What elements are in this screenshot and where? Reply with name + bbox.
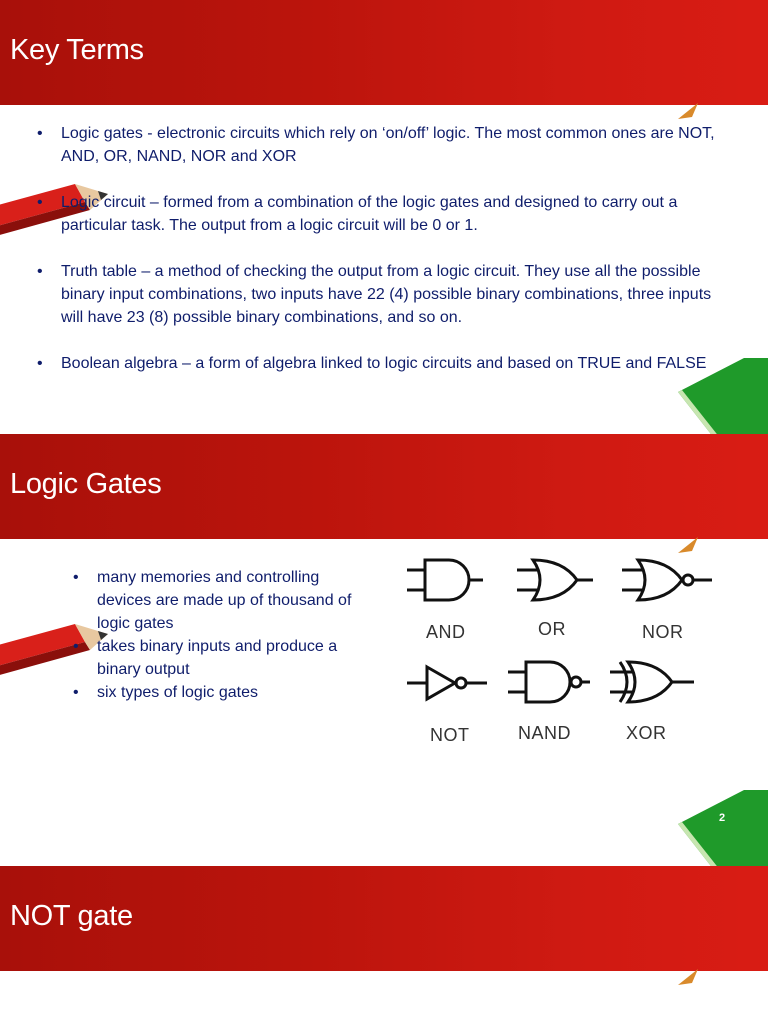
list-item: • Boolean algebra – a form of algebra linked to logic circuits and based on TRUE and FALSE: [37, 352, 737, 375]
title-banner: [0, 866, 768, 971]
list-item: • Logic circuit – formed from a combination of the logic gates and designed to carry out a particular task. The output from a logic circuit will be 0 or 1.: [37, 191, 737, 237]
logic-gates-list: [73, 566, 363, 704]
gate-label: OR: [538, 619, 566, 639]
list-item: • takes binary inputs and produce a binary output: [73, 635, 363, 681]
nor-gate-icon: [620, 558, 716, 602]
title-banner: [0, 0, 768, 105]
xor-gate-icon: [608, 660, 696, 704]
key-terms-list: [37, 122, 737, 398]
slide-key-terms: [0, 0, 768, 434]
gate-label: NOR: [642, 622, 684, 642]
list-item: • Truth table – a method of checking the output from a logic circuit. They use all the possible binary input combinations, two inputs have 22 (4) possible binary combinations, three inputs will have 23 (8) possible binary combinations, and so on.: [37, 260, 737, 329]
list-item: • many memories and controlling devices are made up of thousand of logic gates: [73, 566, 363, 635]
page-number: 2: [719, 812, 726, 824]
gate-label: NAND: [518, 723, 572, 743]
pencil-tip-icon: [678, 103, 698, 119]
gate-label: NOT: [430, 725, 470, 745]
gate-label: AND: [426, 622, 466, 642]
list-item: • Logic gates - electronic circuits which rely on ‘on/off’ logic. The most common ones are NOT, AND, OR, NAND, NOR and XOR: [37, 122, 737, 168]
slide-title: NOT gate: [10, 900, 133, 932]
gate-label: XOR: [626, 723, 667, 743]
slide-title: Logic Gates: [10, 468, 162, 500]
not-gate-icon: [405, 663, 489, 703]
slide-not-gate: [0, 866, 768, 1024]
slide-logic-gates: [0, 434, 768, 866]
pencil-tip-icon: [678, 969, 698, 985]
title-banner: [0, 434, 768, 539]
pencil-tip-icon: [678, 537, 698, 553]
nand-gate-icon: [506, 660, 590, 704]
green-tag-icon: [678, 358, 768, 434]
or-gate-icon: [515, 558, 595, 602]
and-gate-icon: [405, 558, 485, 602]
slide-title: Key Terms: [10, 34, 144, 66]
green-tag-icon: [678, 790, 768, 866]
list-item: • six types of logic gates: [73, 681, 363, 704]
